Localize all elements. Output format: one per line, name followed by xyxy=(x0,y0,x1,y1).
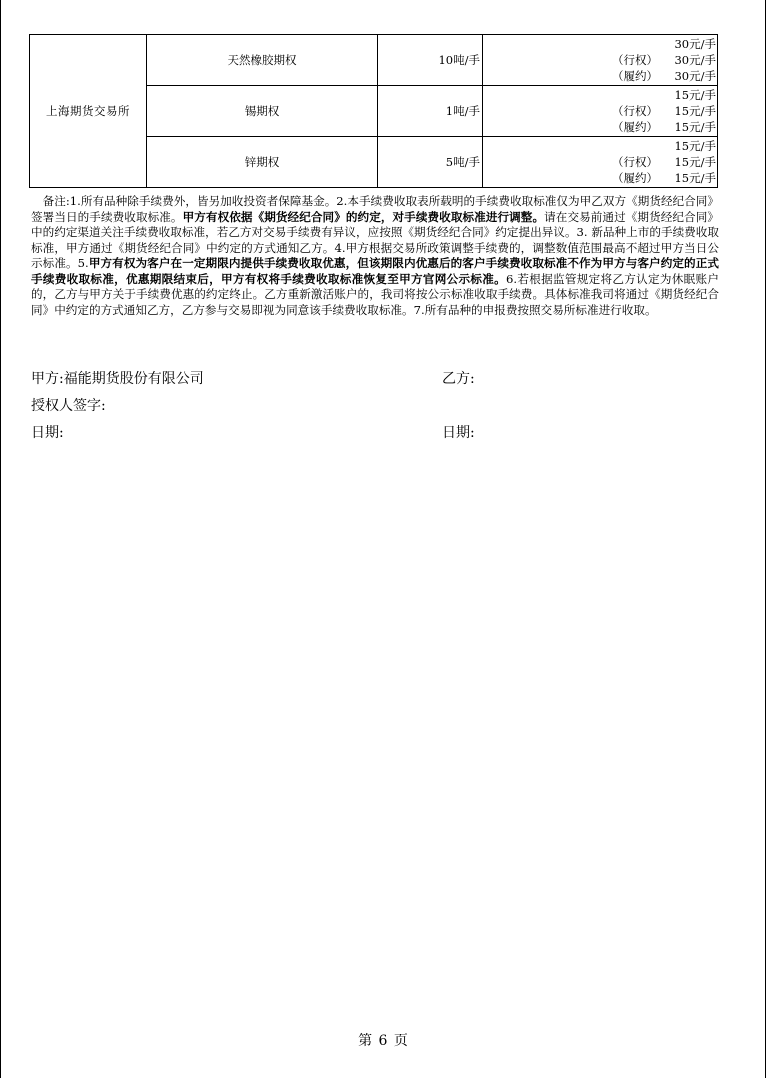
page-border-left xyxy=(0,0,1,1078)
exchange-cell: 上海期货交易所 xyxy=(30,35,147,188)
unit-cell: 1吨/手 xyxy=(378,86,483,137)
product-cell: 锌期权 xyxy=(147,137,378,188)
remarks-paragraph: 备注:1.所有品种除手续费外，皆另加收投资者保障基金。2.本手续费收取表所载明的手续费收取标准仅为甲乙双方《期货经纪合同》签署当日的手续费收取标准。甲方有权依据《期货经纪合同》的约定，对手续费收取标准进行调整。请在交易前通过《期货经纪合同》中的约定渠道关注手续费收取标准，若乙方对交易手续费有异议，应按照《期货经纪合同》约定提出异议。3. 新品种上市的手续费收取标准，甲方通过《期货经纪合同》中约定的方式通知乙方。4.甲方根据交易所政策调整手续费的，调整数值范围最高不超过甲方当日公示标准。5.甲方有权为客户在一定期限内提供手续费收取优惠，但该期限内优惠后的客户手续费收取标准不作为甲方与客户约定的正式手续费收取标准，优惠期限结束后，甲方有权将手续费收取标准恢复至甲方官网公示标准。6.若根据监管规定将乙方认定为休眠账户的，乙方与甲方关于手续费优惠的约定终止。乙方重新激活账户的，我司将按公示标准收取手续费。具体标准我司将通过《期货经纪合同》中约定的方式通知乙方，乙方参与交易即视为同意该手续费收取标准。7.所有品种的申报费按照交易所标准进行收取。 xyxy=(31,194,719,317)
fee-cell: 30元/手 （行权） 30元/手 （履约） 30元/手 xyxy=(483,35,718,86)
unit-cell: 10吨/手 xyxy=(378,35,483,86)
fee-cell: 15元/手 （行权） 15元/手 （履约） 15元/手 xyxy=(483,86,718,137)
product-cell: 天然橡胶期权 xyxy=(147,35,378,86)
party-b-label: 乙方: xyxy=(442,371,475,387)
page-number: 第 6 页 xyxy=(358,1033,409,1049)
party-a-date-label: 日期: xyxy=(31,425,64,441)
fee-cell: 15元/手 （行权） 15元/手 （履约） 15元/手 xyxy=(483,137,718,188)
product-cell: 锡期权 xyxy=(147,86,378,137)
authorized-signature-label: 授权人签字: xyxy=(31,398,106,414)
page-border-right xyxy=(765,0,766,1078)
party-a-label: 甲方:福能期货股份有限公司 xyxy=(31,371,204,387)
remarks-bold-clause: 甲方有权依据《期货经纪合同》的约定，对手续费收取标准进行调整。 xyxy=(182,209,545,224)
remarks-bold-clause: 甲方有权为客户在一定期限内提供手续费收取优惠，但该期限内优惠后的客户手续费收取标准不作为甲方与客户约定的正式手续费收取标准，优惠期限结束后，甲方有权将手续费收取标准恢复至甲方官网公示标准。 xyxy=(31,256,719,286)
unit-cell: 5吨/手 xyxy=(378,137,483,188)
party-b-date-label: 日期: xyxy=(442,425,475,441)
table-row xyxy=(30,35,718,86)
fee-table xyxy=(29,34,718,188)
